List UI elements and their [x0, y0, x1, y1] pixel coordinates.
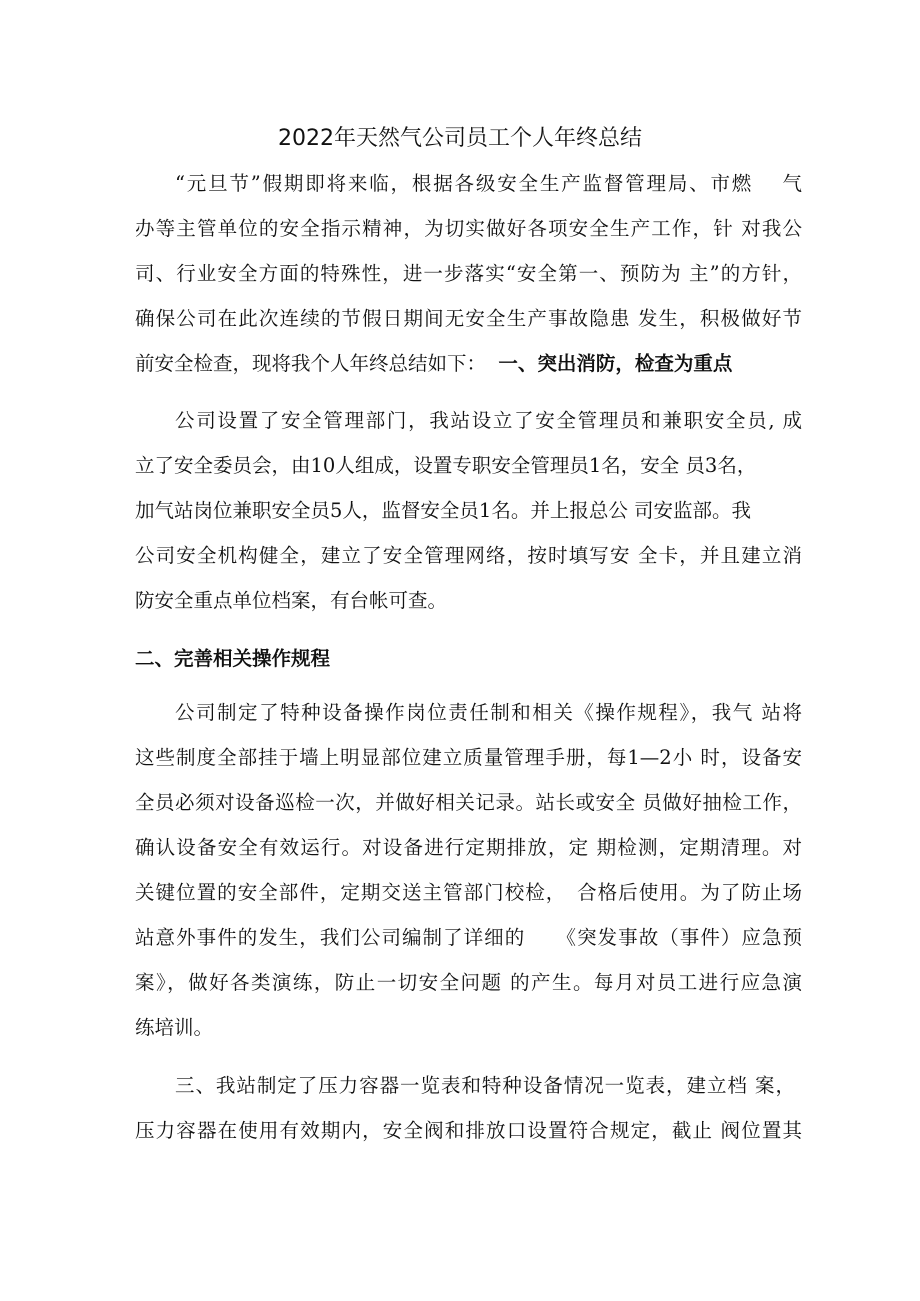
text-line: 确保公司在此次连续的节假日期间无安全生产事故隐患 发生，积极做好节	[135, 307, 802, 330]
text-line: 压力容器在使用有效期内，安全阀和排放口设置符合规定，截止 阀位置其	[135, 1119, 802, 1142]
text-line: “元旦节”假期即将来临，根据各级安全生产监督管理局、市燃 气	[175, 172, 802, 195]
text-line: 办等主管单位的安全指示精神，为切实做好各项安全生产工作，针 对我公	[135, 217, 802, 240]
text-line: 确认设备安全有效运行。对设备进行定期排放，定 期检测，定期清理。对	[135, 836, 802, 859]
text-line: 加气站岗位兼职安全员5人，监督安全员1名。并上报总公 司安监部。我	[135, 499, 752, 522]
text-line: 案》，做好各类演练，防止一切安全问题 的产生。每月对员工进行应急演	[135, 971, 802, 994]
section-heading-2: 二、完善相关操作规程	[135, 647, 331, 670]
text-line: 这些制度全部挂于墙上明显部位建立质量管理手册，每1—2小 时，设备安	[135, 746, 802, 769]
text-span: 前安全检查，现将我个人年终总结如下：	[135, 352, 487, 375]
text-line: 练培训。	[135, 1016, 214, 1039]
text-line	[135, 352, 802, 376]
text-line: 防安全重点单位档案，有台帐可查。	[135, 589, 448, 612]
section-heading-1: 一、突出消防，检查为重点	[498, 352, 733, 375]
text-line: 全员必须对设备巡检一次，并做好相关记录。站长或安全 员做好抽检工作，	[135, 791, 802, 814]
text-line: 公司制定了特种设备操作岗位责任制和相关《操作规程》，我气 站将	[175, 701, 802, 724]
document-title: 2022年天然气公司员工个人年终总结	[278, 126, 642, 151]
text-line: 公司设置了安全管理部门，我站设立了安全管理员和兼职安全员, 成	[175, 409, 802, 432]
text-line: 关键位置的安全部件，定期交送主管部门校检， 合格后使用。为了防止场	[135, 881, 802, 904]
text-line: 三、我站制定了压力容器一览表和特种设备情况一览表，建立档 案，	[175, 1074, 795, 1097]
text-line: 立了安全委员会，由10人组成，设置专职安全管理员1名，安全 员3名，	[135, 454, 757, 477]
text-line: 站意外事件的发生，我们公司编制了详细的 《突发事故（事件）应急预	[135, 926, 802, 949]
text-line: 司、行业安全方面的特殊性，进一步落实“安全第一、预防为 主”的方针，	[135, 262, 802, 285]
text-line: 公司安全机构健全，建立了安全管理网络，按时填写安 全卡，并且建立消	[135, 544, 802, 567]
